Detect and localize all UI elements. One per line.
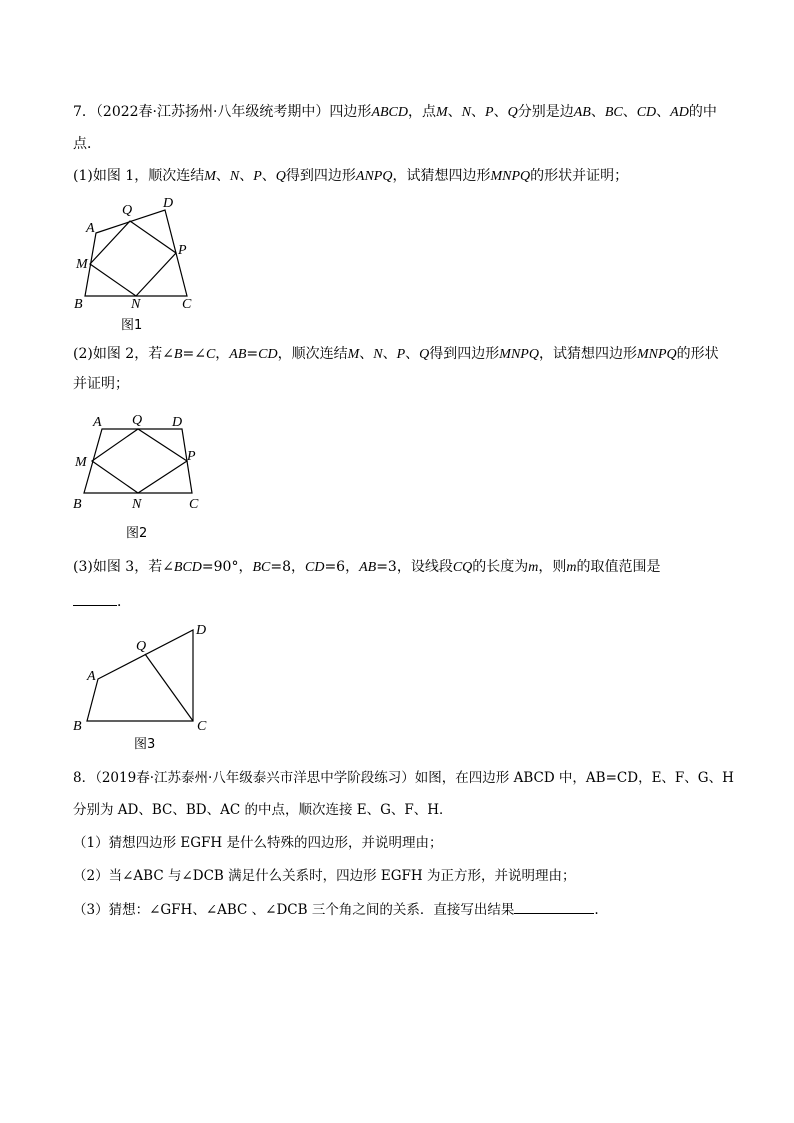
q7-label: M xyxy=(347,347,360,362)
q8-text: 分别为 AD、BC、BD、AC 的中点，顺次连接 E、G、F、H． xyxy=(73,802,453,818)
fig1-label-c: C xyxy=(182,297,192,312)
q7-label: AD xyxy=(670,105,689,120)
q7-text: ， xyxy=(215,346,230,362)
fig1-label-q: Q xyxy=(122,203,133,218)
q7-label: Q xyxy=(419,347,430,362)
q7-label: P xyxy=(253,169,262,184)
fig1-label-m: M xyxy=(76,257,88,272)
q7-label: M xyxy=(204,169,216,184)
fig2-label-q: Q xyxy=(132,413,143,428)
q7-label: ABCD xyxy=(371,105,408,120)
q8-part2 xyxy=(73,866,575,886)
q7-text: 、 xyxy=(471,104,486,120)
q7-text: 的形状 xyxy=(676,346,719,362)
fig1-label-b: B xyxy=(74,297,83,312)
q7-text: (3)如图 3，若∠ xyxy=(73,559,174,575)
q7-text: 、 xyxy=(656,104,671,120)
q7-label: Q xyxy=(275,169,286,184)
q7-text: 、 xyxy=(590,104,605,120)
fig2-label-a: A xyxy=(93,415,102,430)
fig3-label-q: Q xyxy=(136,639,147,654)
q7-text: 7．（2022春·江苏扬州·八年级统考期中）四边形 xyxy=(73,104,372,120)
q8-part1 xyxy=(73,833,442,853)
q7-label: N xyxy=(373,347,383,362)
q7-text: 分别是边 xyxy=(517,104,574,120)
fig3-caption: 图3 xyxy=(134,737,156,752)
q7-text: ，顺次连结 xyxy=(277,346,348,362)
fig2-label-b: B xyxy=(73,497,82,512)
q7-text: 、 xyxy=(622,104,637,120)
answer-blank xyxy=(514,899,594,914)
fig1-label-p: P xyxy=(178,243,187,258)
fig2-label-c: C xyxy=(189,497,199,512)
fig2-label-n: N xyxy=(132,497,142,512)
q7-text: 的长度为 xyxy=(472,559,529,575)
q7-text: 、 xyxy=(493,104,508,120)
q7-label: CD xyxy=(636,105,657,120)
fig1-label-d: D xyxy=(163,196,174,211)
q7-text: =∠ xyxy=(182,346,206,362)
fig3-label-b: B xyxy=(73,719,82,734)
q7-text: =90°， xyxy=(201,559,253,575)
fig3-label-d: D xyxy=(196,623,207,638)
q8-text: 8．（2019春·江苏泰州·八年级泰兴市洋思中学阶段练习）如图，在四边形 ABCD 中，AB=CD，E、F、G、H xyxy=(73,770,734,786)
q7-text: 得到四边形 xyxy=(285,168,356,184)
q7-label: CQ xyxy=(452,560,473,575)
q7-text: 、 xyxy=(405,346,420,362)
fig2-label-p: P xyxy=(187,449,196,464)
q7-label: m xyxy=(566,560,577,575)
fig2-label-m: M xyxy=(75,455,87,470)
q8-intro-line-2 xyxy=(73,800,453,820)
q7-label: MNPQ xyxy=(636,347,677,362)
q7-label: M xyxy=(436,105,448,120)
q7-text: 、 xyxy=(382,346,397,362)
q8-text: （1）猜想四边形 EGFH 是什么特殊的四边形，并说明理由； xyxy=(73,835,443,851)
q7-label: B xyxy=(173,347,183,362)
fig2-caption: 图2 xyxy=(126,526,148,541)
q7-label: N xyxy=(229,169,240,184)
q7-text: =3，设线段 xyxy=(376,559,453,575)
q7-label: AB xyxy=(359,560,377,575)
fig3-label-c: C xyxy=(197,719,207,734)
q7-text: 、 xyxy=(359,346,374,362)
q7-label: CD xyxy=(258,347,278,362)
q7-text: =6， xyxy=(324,559,360,575)
q7-text: ，点 xyxy=(408,104,436,120)
q8-text: . xyxy=(594,902,599,918)
q7-text: (1)如图 1，顺次连结 xyxy=(73,168,205,184)
fig3-segment-cq xyxy=(145,654,193,721)
q7-label: P xyxy=(396,347,406,362)
q7-text: =8， xyxy=(270,559,305,575)
q7-text: 的取值范围是 xyxy=(576,559,661,575)
fig1-label-n: N xyxy=(131,297,141,312)
fig1-label-a: A xyxy=(86,221,95,236)
fig1-caption: 图1 xyxy=(121,318,143,333)
q7-text: 的中 xyxy=(688,104,717,120)
q7-label: MNPQ xyxy=(490,169,531,184)
fig2-label-d: D xyxy=(172,415,183,430)
q7-text: 的形状并证明； xyxy=(530,168,629,184)
q7-label: BC xyxy=(604,105,623,120)
q7-text: = xyxy=(246,346,259,362)
q7-text: ，则 xyxy=(538,559,567,575)
q7-label: CD xyxy=(305,560,325,575)
q8-text: （3）猜想：∠GFH、∠ABC 、∠DCB 三个角之间的关系．直接写出结果 xyxy=(73,902,515,918)
q7-label: MNPQ xyxy=(499,347,539,362)
q7-text: 、 xyxy=(447,104,462,120)
q7-text: ． xyxy=(117,594,131,610)
q8-intro xyxy=(73,768,734,788)
q7-label: AB xyxy=(229,347,247,362)
q8-part3 xyxy=(73,899,599,920)
fig3-label-a: A xyxy=(87,669,96,684)
q7-text: 、 xyxy=(239,168,254,184)
q7-text: 得到四边形 xyxy=(429,346,500,362)
q7-label: m xyxy=(528,560,539,575)
q7-label: N xyxy=(461,105,472,120)
q7-label: C xyxy=(205,347,216,362)
q7-label: BCD xyxy=(173,560,202,575)
q7-label: Q xyxy=(507,105,518,120)
q7-text: ，试猜想四边形 xyxy=(538,346,637,362)
q7-text: 点． xyxy=(73,136,101,152)
q7-text: ，试猜想四边形 xyxy=(392,168,491,184)
q7-text: (2)如图 2，若∠ xyxy=(73,346,174,362)
q7-text: 、 xyxy=(261,168,276,184)
q7-text: 并证明； xyxy=(73,376,129,392)
q8-text: （2）当∠ABC 与∠DCB 满足什么关系时，四边形 EGFH 为正方形，并说明理由； xyxy=(73,868,576,884)
q7-label: ANPQ xyxy=(355,169,393,184)
q7-label: AB xyxy=(573,105,591,120)
q7-text: 、 xyxy=(215,168,230,184)
q7-label: P xyxy=(485,105,494,120)
q7-label: BC xyxy=(252,560,271,575)
